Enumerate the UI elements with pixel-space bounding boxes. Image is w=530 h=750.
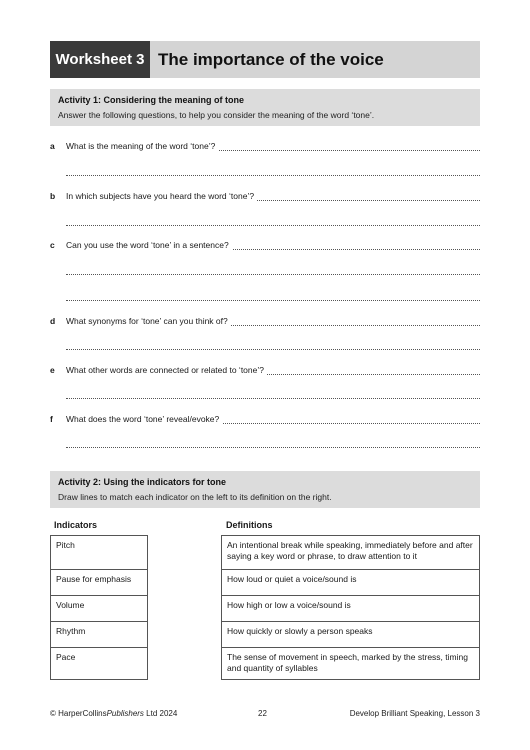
definition-cell[interactable]: How loud or quiet a voice/sound is (222, 569, 479, 595)
question-e (50, 365, 480, 377)
definition-cell[interactable]: The sense of movement in speech, marked by the stress, timing and quantity of syllables (222, 647, 479, 679)
activity-1-title: Activity 1: Considering the meaning of tone (58, 95, 245, 105)
question-b (50, 191, 480, 203)
indicator-cell[interactable]: Pace (51, 647, 147, 679)
footer-book-lesson: Develop Brilliant Speaking, Lesson 3 (349, 709, 480, 718)
question-text: What synonyms for ‘tone’ can you think of? (66, 316, 231, 326)
answer-line[interactable] (66, 300, 480, 301)
question-text: In which subjects have you heard the word ‘tone’? (66, 191, 257, 201)
definition-cell[interactable]: How quickly or slowly a person speaks (222, 621, 479, 647)
question-text: Can you use the word ‘tone’ in a sentence? (66, 240, 232, 250)
answer-line[interactable] (66, 274, 480, 275)
answer-line[interactable] (66, 398, 480, 399)
activity-1-header (50, 89, 480, 126)
activity-2-title: Activity 2: Using the indicators for tone (58, 477, 227, 487)
worksheet-title-bar (50, 41, 480, 78)
answer-line[interactable] (66, 349, 480, 350)
question-letter: e (50, 365, 55, 375)
definitions-table (221, 535, 480, 680)
question-letter: c (50, 240, 55, 250)
definitions-heading: Definitions (226, 520, 273, 530)
activity-2-header (50, 471, 480, 508)
question-text: What is the meaning of the word ‘tone’? (66, 141, 218, 151)
activity-2-instruction: Draw lines to match each indicator on the left to its definition on the right. (58, 492, 332, 502)
question-letter: b (50, 191, 56, 201)
question-d (50, 316, 480, 328)
definition-cell[interactable]: How high or low a voice/sound is (222, 595, 479, 621)
page-title: The importance of the voice (158, 50, 384, 69)
answer-line[interactable] (66, 225, 480, 226)
question-text: What other words are connected or related to ‘tone’? (66, 365, 267, 375)
question-f (50, 414, 480, 426)
activity-1-instruction: Answer the following questions, to help you consider the meaning of the word ‘tone’. (58, 110, 375, 120)
question-letter: d (50, 316, 56, 326)
definition-cell[interactable]: An intentional break while speaking, immediately before and after saying a key word or phrase, to draw attention to it (227, 540, 473, 561)
question-a (50, 141, 480, 153)
indicator-cell[interactable]: Pitch (56, 540, 75, 550)
page-number: 22 (258, 709, 267, 718)
indicator-cell[interactable]: Volume (51, 595, 147, 621)
indicators-heading: Indicators (54, 520, 98, 530)
question-letter: f (50, 414, 53, 424)
footer-copyright: © HarperCollinsPublishers Ltd 2024 (50, 709, 178, 718)
answer-line[interactable] (66, 447, 480, 448)
indicator-cell[interactable]: Rhythm (51, 621, 147, 647)
question-letter: a (50, 141, 55, 151)
question-text: What does the word ‘tone’ reveal/evoke? (66, 414, 222, 424)
answer-line[interactable] (66, 175, 480, 176)
question-c (50, 240, 480, 252)
indicator-cell[interactable]: Pause for emphasis (51, 569, 147, 595)
worksheet-label: Worksheet 3 (50, 41, 150, 78)
indicators-table (50, 535, 148, 680)
